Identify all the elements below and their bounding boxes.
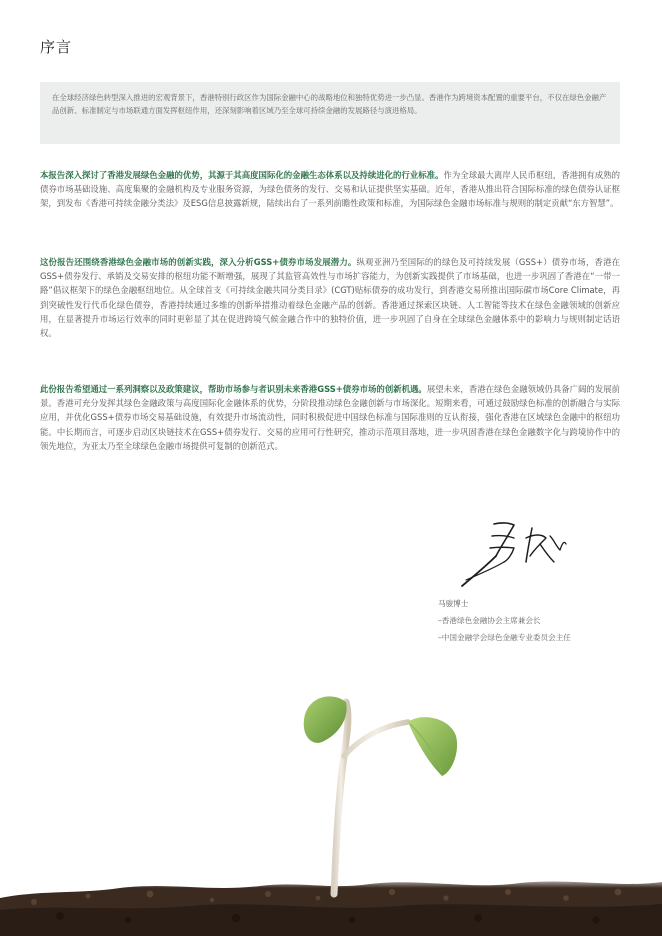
paragraph-2-body: 纵观亚洲乃至国际的的绿色及可持续发展（GSS+）债券市场，香港在GSS+债券发行、承销及交易安排的枢纽功能不断增强，展现了其监管高效性与市场扩容能力，为创新实践提供了市场基础，也进一步巩固了香港在“一带一路”倡议框架下的绿色金融枢纽地位。从全球首支《可持续金融共同分类目录》(CGT)贴标债券的成功发行，到香港交易所推出国际碳市场Core Climate，再到突破性发行代币化绿色债券，香港持续通过多维的创新举措推动着绿色金融产品的创新。香港通过探索区块链、人工智能等技术在绿色金融领域的创新应用，在显著提升市场运行效率的同时更彰显了其在促进跨境气候金融合作中的独特价值，进一步巩固了自身在全球绿色金融体系中的影响力与规则制定话语权。	[40, 257, 621, 339]
page-number: 1	[618, 899, 624, 908]
paragraph-3-body: 展望未来，香港在绿色金融领域仍具备广阔的发展前景。香港可充分发挥其绿色金融政策与高度国际化金融体系的优势，分阶段推动绿色金融创新与市场深化。短期来看，可通过鼓励绿色标准的创新融合与实际应用，并优化GSS+债券市场交易基础设施，有效提升市场流动性，同时积极促进中国绿色标准与国际准则的互认衔接，强化香港在区域绿色金融中的枢纽功能。中长期而言，可逐步启动区块链技术在GSS+债券发行、交易的应用可行性研究，推动示范项目落地，进一步巩固香港在绿色金融数字化与跨境协作中的领先地位，为亚太乃至全球绿色金融市场提供可复制的创新范式。	[40, 384, 621, 451]
handwritten-signature	[456, 514, 576, 594]
paragraph-3-lead: 此份报告希望通过一系列洞察以及政策建议，帮助市场参与者识别未来香港GSS+债券市场的创新机遇。	[40, 384, 427, 394]
signatory-name: 马骏博士	[438, 599, 469, 608]
seedling-illustration	[0, 680, 662, 936]
intro-text: 在全球经济绿色转型深入推进的宏观背景下，香港特别行政区作为国际金融中心的战略地位和独特优势进一步凸显。香港作为跨境资本配置的重要平台，不仅在绿色金融产品创新、标准制定与市场联通方面发挥枢纽作用，还深刻影响着区域乃至全球可持续金融的发展路径与演进格局。	[52, 93, 607, 115]
paragraph-3	[40, 382, 620, 453]
paragraph-1-body: 作为全球最大离岸人民币枢纽，香港拥有成熟的债券市场基础设施、高度集聚的金融机构及专业服务资源，为绿色债务的发行、交易和认证提供坚实基础。近年，香港从推出符合国际标准的绿色债券认证框架，到发布《香港可持续金融分类法》及ESG信息披露新规，陆续出台了一系列前瞻性政策和标准，为国际绿色金融市场标准与规则的制定贡献“东方智慧”。	[40, 170, 620, 209]
intro-box	[40, 82, 620, 144]
page-title: 序言	[40, 38, 73, 56]
signatory-title-2: –中国金融学会绿色金融专业委员会主任	[438, 633, 571, 642]
paragraph-1-lead: 本报告深入探讨了香港发展绿色金融的优势，其源于其高度国际化的金融生态体系以及持续进化的行业标准。	[40, 170, 444, 180]
paragraph-2-lead: 这份报告还围绕香港绿色金融市场的创新实践，深入分析GSS+债券市场发展潜力。	[40, 257, 357, 267]
paragraph-2	[40, 255, 620, 340]
paragraph-1	[40, 168, 620, 211]
signatory-title-1: –香港绿色金融协会主席兼会长	[438, 616, 541, 625]
